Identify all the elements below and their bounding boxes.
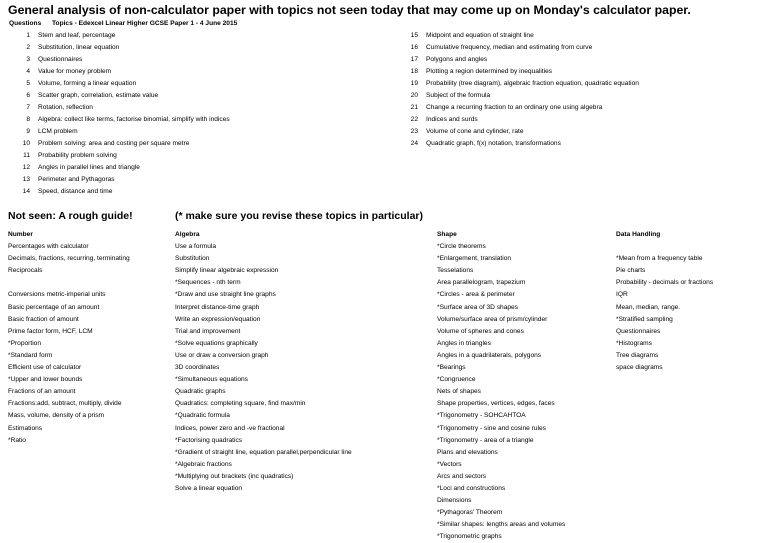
shape-item: *Surface area of 3D shapes <box>437 303 519 311</box>
question-topic: Perimeter and Pythagoras <box>38 176 115 183</box>
data-handling-item: Pie charts <box>616 267 646 275</box>
shape-item: Plans and elevations <box>437 448 498 456</box>
question-number: 19 <box>410 80 418 87</box>
question-number: 17 <box>410 56 418 63</box>
question-number: 14 <box>22 188 30 195</box>
question-number: 8 <box>26 116 30 123</box>
shape-item: Arcs and sectors <box>437 472 487 480</box>
shape-item: Shape properties, vertices, edges, faces <box>437 400 555 408</box>
shape-item: *Bearings <box>437 364 466 372</box>
revise-heading: (* make sure you revise these topics in particular) <box>175 210 424 222</box>
question-topic: Problem solving: area and costing per square metre <box>38 140 190 147</box>
shape-item: *Circles - area & perimeter <box>437 291 515 299</box>
data-handling-item: Mean, median, range. <box>616 303 681 311</box>
algebra-item: *Draw and use straight line graphs <box>175 291 276 299</box>
shape-item: Area parallelogram, trapezium <box>437 279 526 287</box>
algebra-item: *Factorising quadratics <box>175 436 243 444</box>
questions-column-header: Questions <box>9 20 42 27</box>
algebra-item: Use or draw a conversion graph <box>175 351 269 359</box>
algebra-item: Quadratics: completing square, find max/min <box>175 400 306 408</box>
data-handling-item: *Stratified sampling <box>616 315 673 323</box>
number-item: *Ratio <box>8 436 26 444</box>
question-topic: Polygons and angles <box>426 56 488 63</box>
question-topic: Probability (tree diagram), algebraic fraction equation, quadratic equation <box>426 80 639 87</box>
algebra-item: Interpret distance-time graph <box>175 303 260 311</box>
algebra-column <box>175 229 352 495</box>
question-topic: Angles in parallel lines and triangle <box>38 164 140 171</box>
shape-item: *Trigonometric graphs <box>437 533 502 541</box>
question-number: 21 <box>410 104 418 111</box>
question-topic: Plotting a region determined by inequalities <box>426 68 553 75</box>
data-handling-column <box>616 229 713 374</box>
algebra-item: Simplify linear algebraic expression <box>175 267 279 275</box>
algebra-item: *Simultaneous equations <box>175 376 248 384</box>
question-number: 2 <box>26 44 30 51</box>
question-number: 1 <box>26 32 30 39</box>
question-topic: Algebra: collect like terms, factorise binomial, simplify with indices <box>38 116 230 123</box>
number-item: *Standard form <box>8 351 53 359</box>
shape-heading: Shape <box>437 231 457 238</box>
shape-item: Nets of shapes <box>437 388 481 396</box>
not-seen-heading: Not seen: A rough guide! <box>8 210 133 222</box>
number-item: *Proportion <box>8 339 41 347</box>
algebra-item: Trial and improvement <box>175 327 241 335</box>
question-topic: Quadratic graph, f(x) notation, transformations <box>426 140 561 147</box>
number-item: Fractions of an amount <box>8 388 76 396</box>
question-topic: Substitution, linear equation <box>38 44 120 51</box>
number-item: Mass, volume, density of a prism <box>8 412 105 420</box>
data-handling-heading: Data Handling <box>616 231 661 238</box>
question-number: 23 <box>410 128 418 135</box>
algebra-item: *Algebraic fractions <box>175 460 232 468</box>
question-number: 7 <box>26 104 30 111</box>
algebra-item: 3D coordinates <box>175 364 220 372</box>
number-item: Efficient use of calculator <box>8 364 82 372</box>
algebra-item: *Solve equations graphically <box>175 339 258 347</box>
question-number: 13 <box>22 176 30 183</box>
shape-item: *Trigonometry - area of a triangle <box>437 436 534 444</box>
question-number: 4 <box>26 68 30 75</box>
algebra-item: Indices, power zero and -ve fractional <box>175 424 285 432</box>
shape-item: Tesselations <box>437 267 474 275</box>
shape-item: *Pythagoras' Theorem <box>437 509 503 517</box>
number-item: Basic percentage of an amount <box>8 303 100 311</box>
number-item: Fractions:add, subtract, multiply, divide <box>8 400 122 408</box>
data-handling-item: Probability - decimals or fractions <box>616 279 714 287</box>
shape-item: Angles in triangles <box>437 339 491 347</box>
question-number: 24 <box>410 140 418 147</box>
shape-item: *Enlargement, translation <box>437 255 512 263</box>
number-item: Decimals, fractions, recurring, terminating <box>8 255 130 263</box>
algebra-item: *Quadratic formula <box>175 412 230 420</box>
shape-item: *Trigonometry - sine and cosine rules <box>437 424 546 432</box>
algebra-item: Solve a linear equation <box>175 484 243 492</box>
question-topic: Cumulative frequency, median and estimating from curve <box>426 44 593 51</box>
question-topic: Scatter graph, correlation, estimate value <box>38 92 159 99</box>
question-number: 15 <box>410 32 418 39</box>
shape-item: Angles in a quadrilaterals, polygons <box>437 351 542 359</box>
shape-item: Volume of spheres and cones <box>437 327 524 335</box>
data-handling-item: Questionnaires <box>616 327 661 335</box>
question-topic: Questionnaires <box>38 56 83 63</box>
data-handling-item: IQR <box>616 291 628 299</box>
shape-item: Volume/surface area of prism/cylinder <box>437 315 548 323</box>
shape-column <box>437 229 565 543</box>
question-number: 5 <box>26 80 30 87</box>
algebra-item: Use a formula <box>175 243 217 251</box>
question-number: 16 <box>410 44 418 51</box>
number-item: Conversions metric-imperial units <box>8 291 106 299</box>
algebra-heading: Algebra <box>175 231 200 238</box>
question-topic: Rotation, reflection <box>38 104 93 111</box>
question-topic: LCM problem <box>38 128 78 135</box>
shape-item: *Vectors <box>437 460 462 468</box>
question-topic: Probability problem solving <box>38 152 117 159</box>
question-number: 3 <box>26 56 30 63</box>
number-item: Estimations <box>8 424 43 432</box>
question-topic: Stem and leaf, percentage <box>38 32 116 39</box>
question-topic: Midpoint and equation of straight line <box>426 32 534 39</box>
question-topic: Volume of cone and cylinder, rate <box>426 128 524 135</box>
algebra-item: Substitution <box>175 255 210 263</box>
question-number: 12 <box>22 164 30 171</box>
question-topic: Indices and surds <box>426 116 478 123</box>
question-topic: Speed, distance and time <box>38 188 113 195</box>
shape-item: Dimensions <box>437 497 472 505</box>
shape-item: *Trigonometry - SOHCAHTOA <box>437 412 526 420</box>
algebra-item: Quadratic graphs <box>175 388 226 396</box>
algebra-item: *Sequences - nth term <box>175 279 241 287</box>
data-handling-item: *Mean from a frequency table <box>616 255 703 263</box>
question-number: 11 <box>23 152 30 159</box>
number-item: *Upper and lower bounds <box>8 376 83 384</box>
data-handling-item <box>616 241 713 253</box>
number-item: Percentages with calculator <box>8 243 89 251</box>
algebra-item: *Gradient of straight line, equation parallel,perpendicular line <box>175 448 352 456</box>
question-number: 22 <box>410 116 418 123</box>
number-item: Basic fraction of amount <box>8 315 79 323</box>
question-topic: Value for money problem <box>38 68 112 75</box>
data-handling-item: *Histograms <box>616 339 652 347</box>
number-item: Reciprocals <box>8 267 43 275</box>
algebra-item: Write an expression/equation <box>175 315 261 323</box>
data-handling-item: Tree diagrams <box>616 351 659 359</box>
shape-item: *Similar shapes: lengths areas and volumes <box>437 521 566 529</box>
data-handling-item: space diagrams <box>616 364 663 372</box>
question-topic: Subject of the formula <box>426 92 491 99</box>
question-number: 18 <box>410 68 418 75</box>
number-item <box>8 277 130 289</box>
topics-column-header: Topics - Edexcel Linear Higher GCSE Paper 1 - 4 June 2015 <box>52 20 238 27</box>
question-number: 9 <box>26 128 30 135</box>
number-item: Prime factor form, HCF, LCM <box>8 327 93 335</box>
shape-item: *Circle theorems <box>437 243 486 251</box>
shape-item: *Loci and constructions <box>437 484 506 492</box>
question-topic: Volume, forming a linear equation <box>38 80 137 87</box>
algebra-item: *Multiplying out brackets (inc quadratics) <box>175 472 294 480</box>
page-title: General analysis of non-calculator paper with topics not seen today that may come up on Monday's calculator paper. <box>8 3 691 17</box>
shape-item: *Congruence <box>437 376 476 384</box>
question-topic: Change a recurring fraction to an ordinary one using algebra <box>426 104 603 111</box>
number-column <box>8 229 130 447</box>
question-number: 20 <box>410 92 418 99</box>
question-number: 6 <box>26 92 30 99</box>
question-number: 10 <box>22 140 30 147</box>
number-heading: Number <box>8 231 33 238</box>
